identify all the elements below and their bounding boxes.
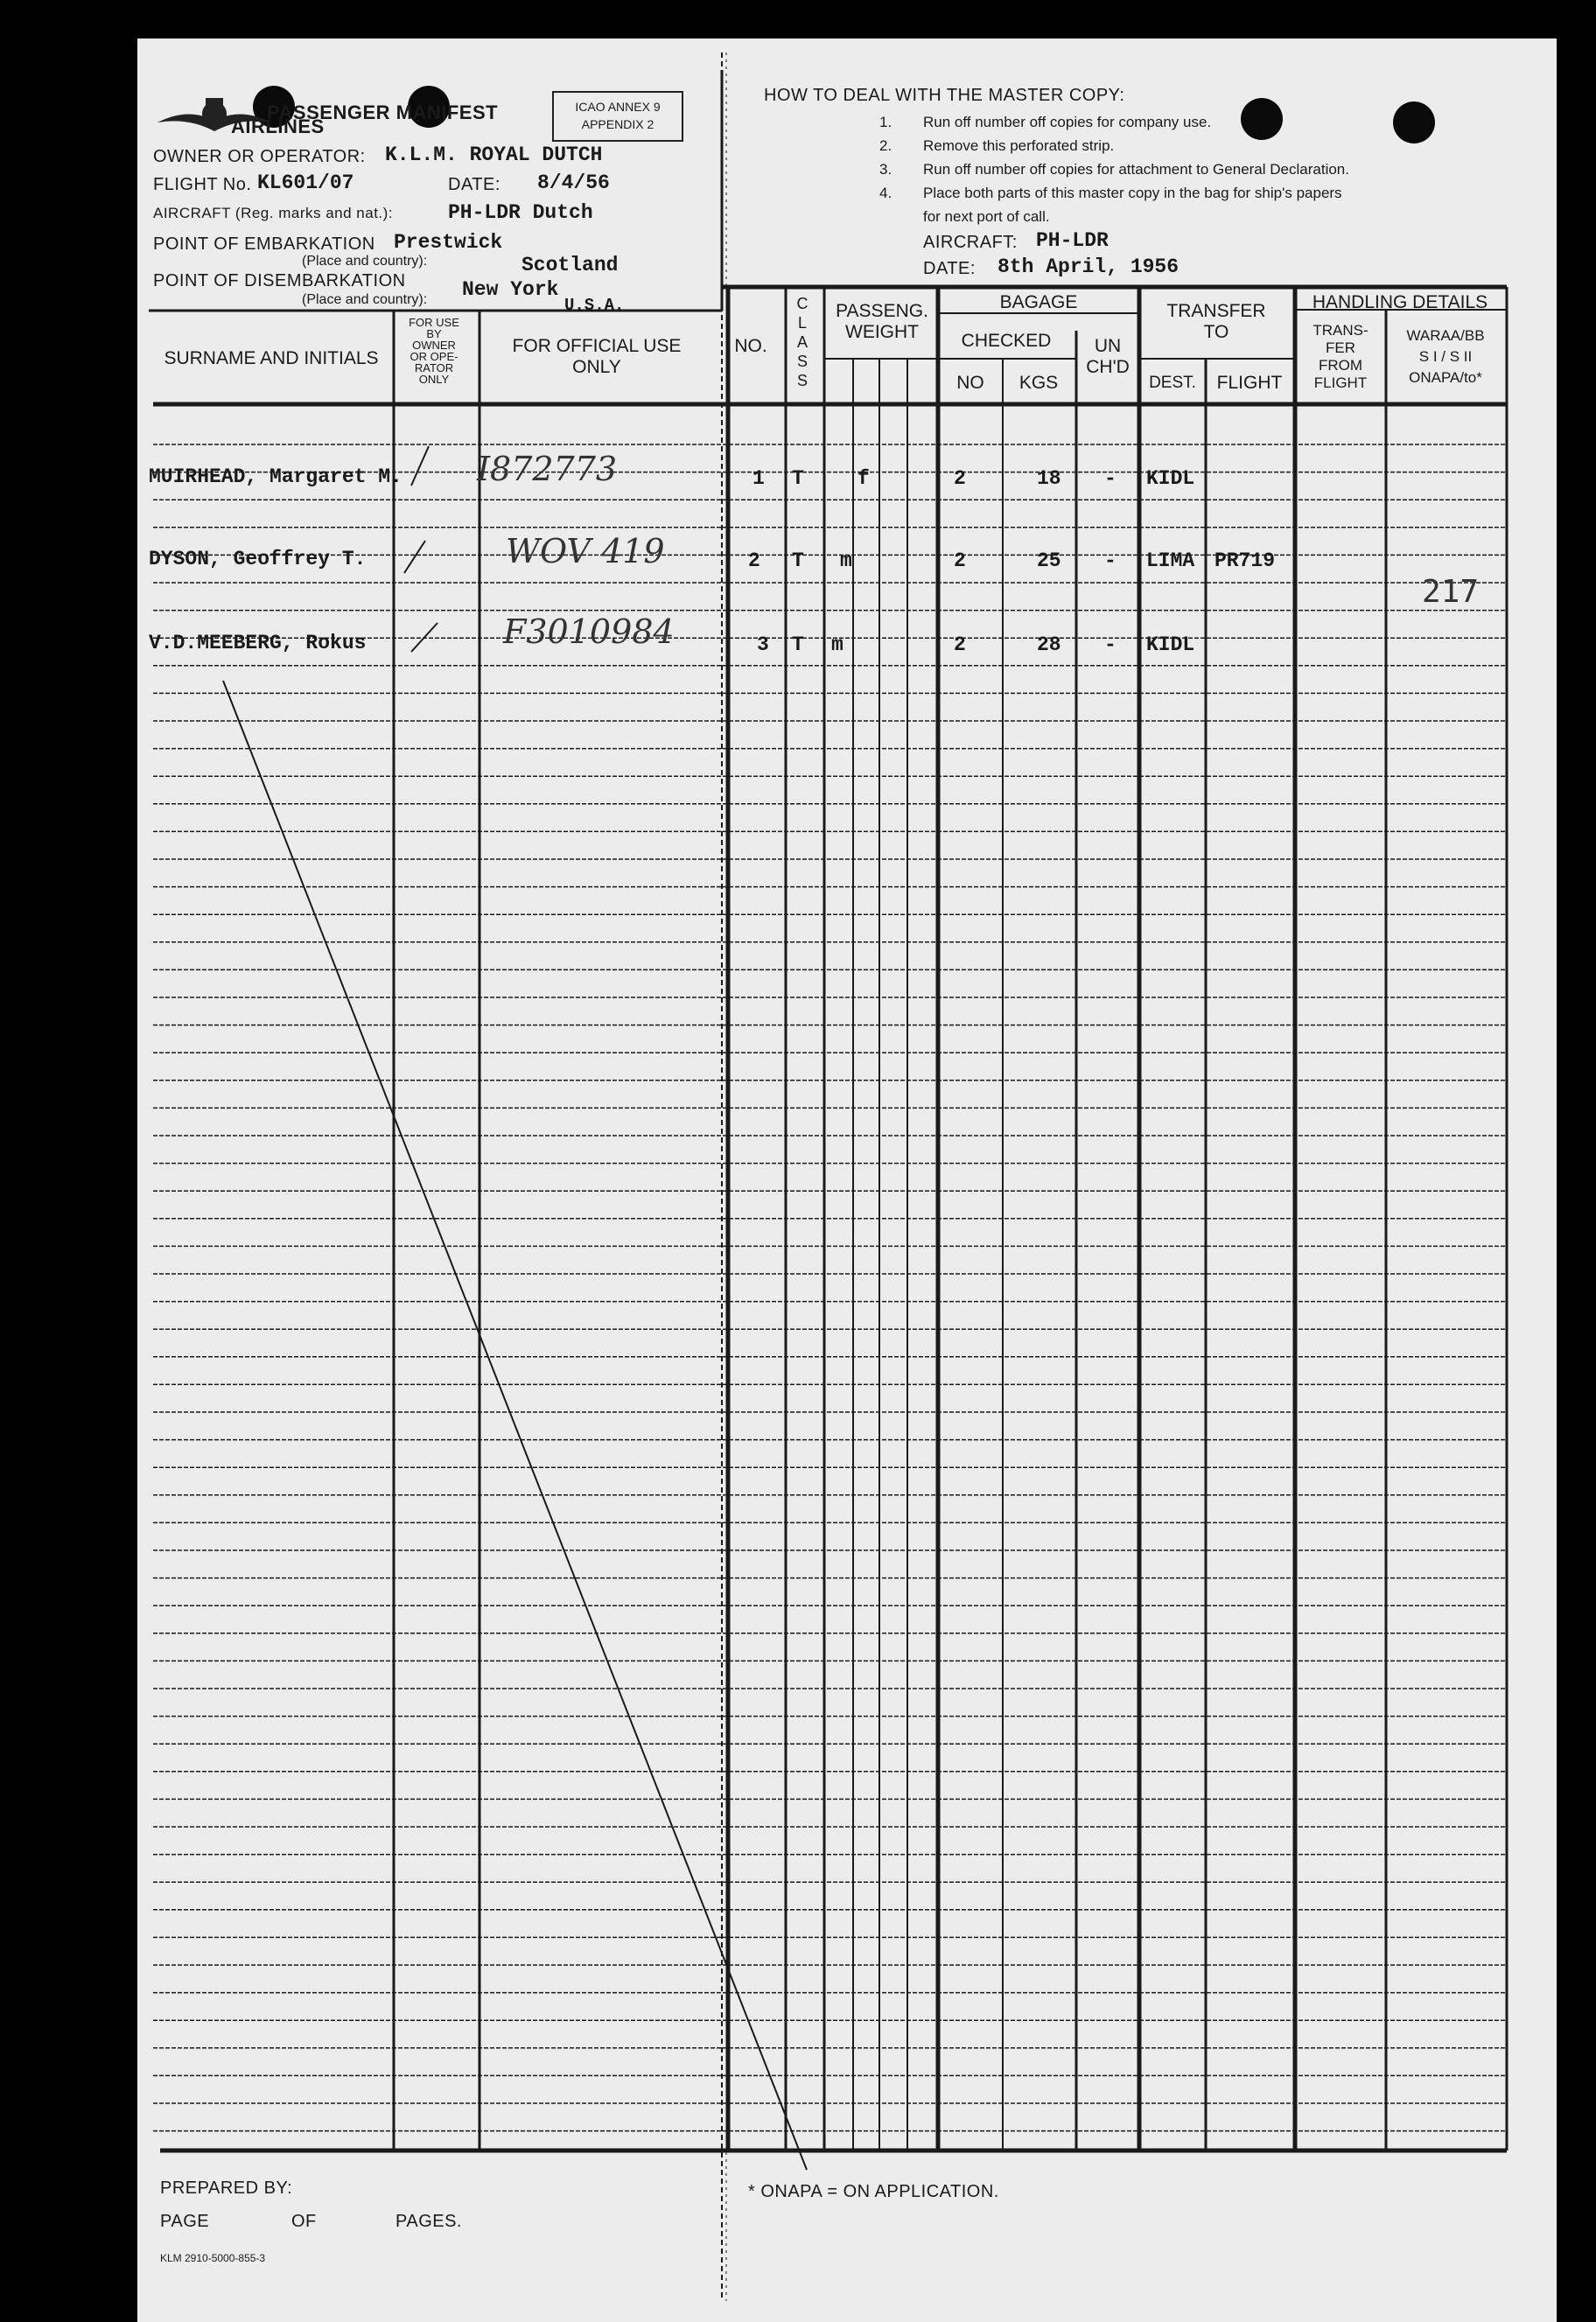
instr-aircraft-value: PH-LDR [1036, 229, 1109, 252]
passenger-weight: m [831, 633, 844, 656]
col-handling: HANDLING DETAILS [1312, 292, 1488, 312]
check-mark [411, 446, 429, 486]
disembark-label: POINT OF DISEMBARKATION [153, 271, 406, 290]
col-baggage: BAGAGE [999, 292, 1078, 312]
col-no: NO. [734, 336, 767, 356]
bag-no: 2 [954, 633, 966, 656]
passenger-no: 3 [757, 633, 769, 656]
instruction-item: 1. Run off number off copies for company use. [879, 114, 1212, 130]
disembark-value: New York [462, 278, 559, 301]
form-code: KLM 2910-5000-855-3 [160, 2252, 266, 2264]
bag-no: 2 [954, 549, 966, 572]
col-dest: DEST. [1149, 374, 1196, 392]
embark-country: Scotland [522, 254, 619, 276]
date-label: DATE: [448, 175, 500, 194]
flight-value: KL601/07 [257, 171, 354, 194]
disembark-country: U.S.A. [564, 296, 625, 315]
transfer-flight: PR719 [1214, 549, 1276, 572]
bag-no: 2 [954, 467, 966, 490]
bag-kgs: 18 [1037, 467, 1061, 490]
bag-unchd: - [1104, 549, 1116, 572]
check-mark [411, 623, 438, 652]
bag-kgs: 28 [1037, 633, 1061, 656]
page-label: PAGE [160, 2212, 210, 2231]
col-checked: CHECKED [961, 331, 1052, 351]
instructions-title: HOW TO DEAL WITH THE MASTER COPY: [764, 86, 1125, 105]
flight-label: FLIGHT No. [153, 175, 252, 194]
instruction-item: for next port of call. [923, 208, 1050, 225]
instr-date-label: DATE: [923, 259, 976, 278]
icao-appendix: APPENDIX 2 [581, 117, 654, 131]
airline-logo-text: AIRLINES [231, 115, 325, 137]
official-number: WOV 419 [506, 532, 665, 570]
instr-aircraft-label: AIRCRAFT: [923, 233, 1018, 252]
icao-box [552, 91, 683, 142]
date-value: 8/4/56 [537, 171, 610, 194]
transfer-dest: LIMA [1146, 549, 1195, 572]
onapa-note: * ONAPA = ON APPLICATION. [748, 2182, 999, 2201]
instr-date-value: 8th April, 1956 [998, 255, 1180, 278]
bag-kgs: 25 [1037, 549, 1061, 572]
col-class: C L A S S [796, 295, 808, 389]
owner-value: K.L.M. ROYAL DUTCH [385, 143, 603, 166]
instructions-list [879, 110, 1349, 228]
passenger-class: T [792, 467, 804, 490]
col-surname: SURNAME AND INITIALS [164, 348, 379, 368]
col-unchd: UN CH'D [1086, 336, 1130, 377]
owner-label: OWNER OR OPERATOR: [153, 147, 366, 166]
aircraft-label: AIRCRAFT (Reg. marks and nat.): [153, 205, 394, 221]
col-flight: FLIGHT [1216, 373, 1283, 393]
passenger-name: DYSON, Geoffrey T. [149, 548, 367, 570]
form-title: PASSENGER MANIFEST [267, 101, 499, 123]
col-weight: PASSENG. WEIGHT [836, 301, 928, 342]
col-checked-no: NO [956, 373, 984, 393]
prepared-by: PREPARED BY: [160, 2179, 293, 2198]
embark-sub: (Place and country): [302, 254, 428, 269]
passenger-name: MUIRHEAD, Margaret M. [149, 465, 402, 488]
embark-value: Prestwick [394, 231, 503, 254]
col-official: FOR OFFICIAL USE ONLY [512, 336, 682, 377]
transfer-dest: KIDL [1146, 467, 1195, 490]
passenger-no: 2 [748, 549, 760, 572]
cancel-diagonal [223, 681, 807, 2170]
official-number: F3010984 [503, 612, 675, 651]
icao-annex: ICAO ANNEX 9 [575, 100, 661, 114]
passenger-name: V.D.MEEBERG, Rokus [149, 632, 367, 654]
col-waraa: WARAA/BB S I / S II ONAPA/to* [1406, 327, 1485, 386]
embark-label: POINT OF EMBARKATION [153, 234, 375, 254]
passenger-weight: m [840, 549, 852, 572]
passenger-class: T [792, 549, 804, 572]
col-owner-use: FOR USE BY OWNER OR OPE- RATOR ONLY [409, 316, 459, 386]
aircraft-value: PH-LDR Dutch [448, 201, 593, 224]
passenger-weight: f [858, 467, 870, 490]
disembark-sub: (Place and country): [302, 292, 428, 307]
col-checked-kgs: KGS [1018, 373, 1059, 393]
col-transfer-from: TRANS- FER FROM FLIGHT [1312, 322, 1368, 391]
official-number: I872773 [477, 450, 618, 488]
of-label: OF [291, 2212, 317, 2231]
transfer-dest: KIDL [1146, 633, 1195, 656]
instruction-item: 3. Run off number off copies for attachment to General Declaration. [879, 161, 1349, 178]
check-mark [404, 541, 425, 573]
waraa-value: 217 [1422, 574, 1480, 610]
instruction-item: 2. Remove this perforated strip. [879, 137, 1115, 154]
instruction-item: 4. Place both parts of this master copy in the bag for ship's papers [879, 185, 1342, 201]
passenger-no: 1 [752, 467, 765, 490]
bag-unchd: - [1104, 467, 1116, 490]
passenger-class: T [792, 633, 804, 656]
col-transfer: TRANSFER TO [1166, 301, 1266, 342]
bag-unchd: - [1104, 633, 1116, 656]
pages-label: PAGES. [396, 2212, 462, 2231]
